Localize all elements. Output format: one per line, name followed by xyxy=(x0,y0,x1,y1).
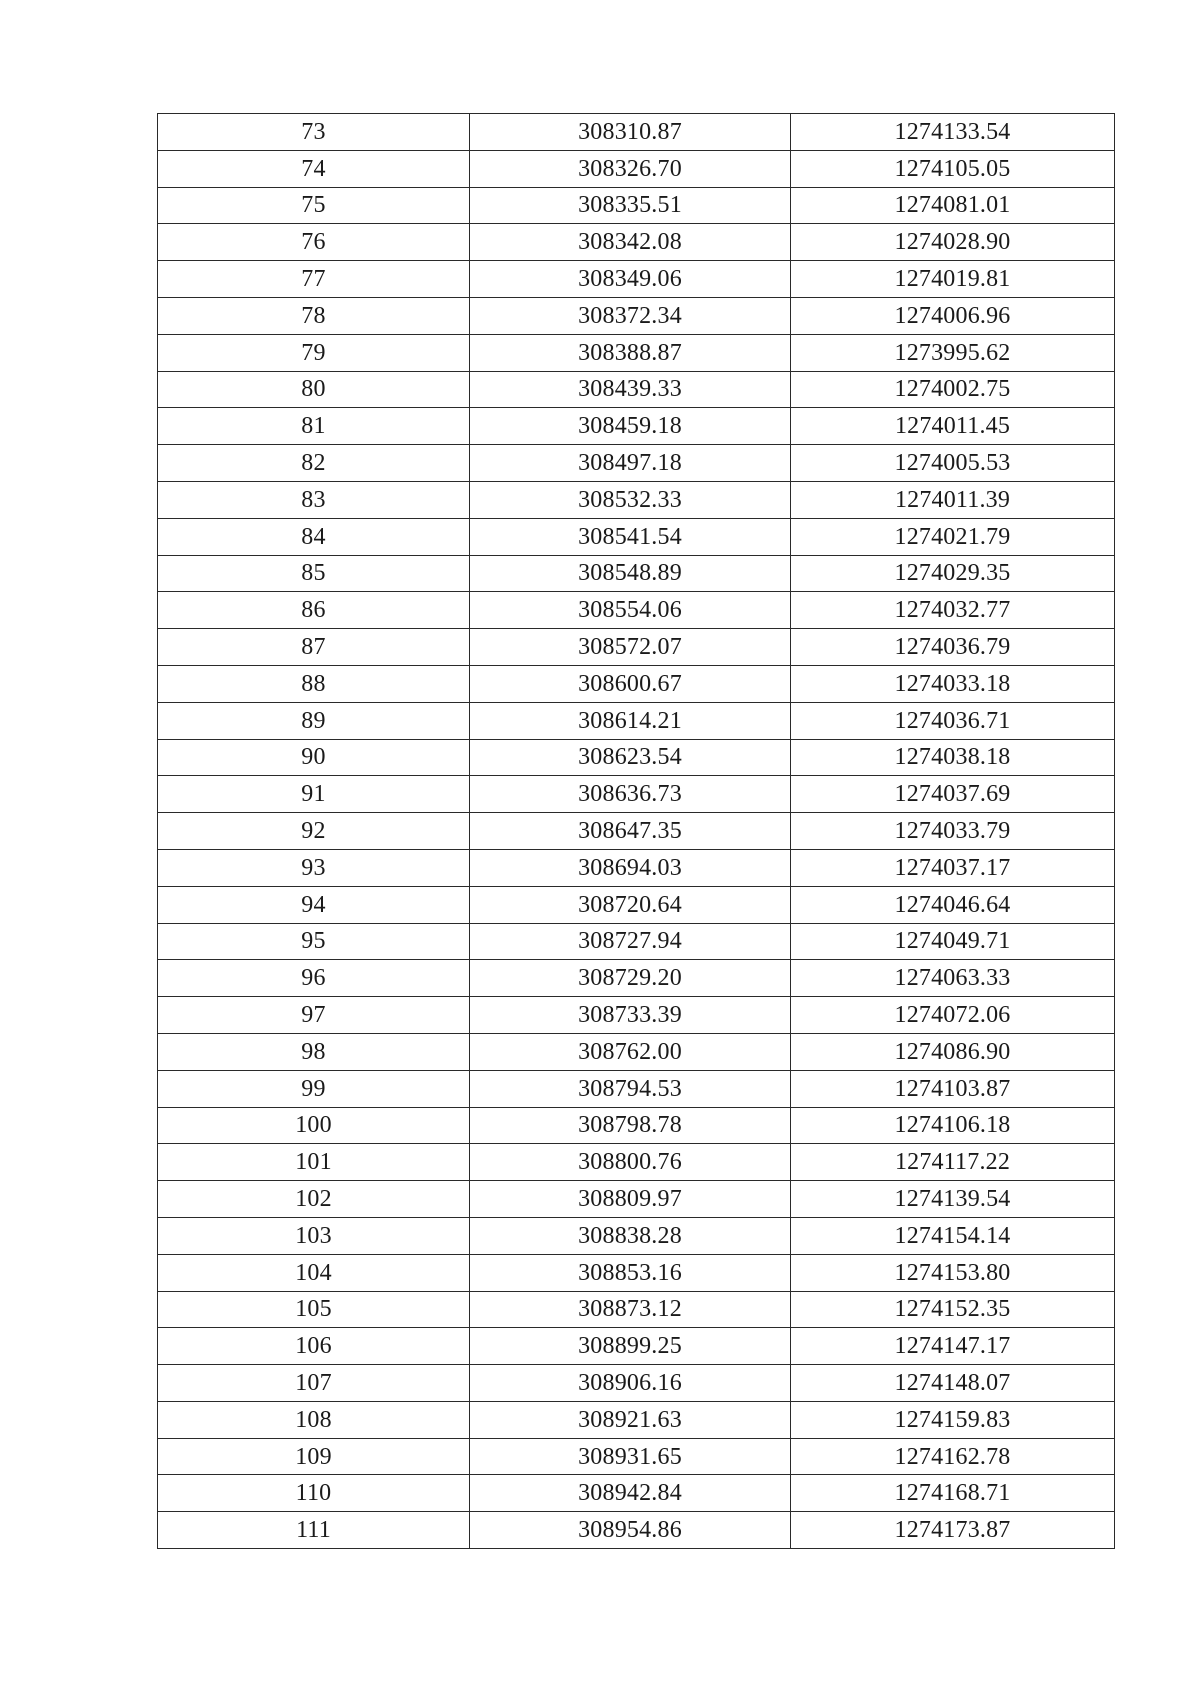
x-coordinate-cell: 308388.87 xyxy=(470,334,791,371)
point-number-cell: 95 xyxy=(158,923,470,960)
table-row xyxy=(158,261,1115,298)
y-coordinate-cell: 1274103.87 xyxy=(791,1070,1115,1107)
point-number-cell: 77 xyxy=(158,261,470,298)
x-coordinate-cell: 308554.06 xyxy=(470,592,791,629)
y-coordinate-cell: 1274046.64 xyxy=(791,886,1115,923)
y-coordinate-cell: 1274021.79 xyxy=(791,518,1115,555)
table-row xyxy=(158,960,1115,997)
y-coordinate-cell: 1274037.69 xyxy=(791,776,1115,813)
table-row xyxy=(158,1328,1115,1365)
y-coordinate-cell: 1274006.96 xyxy=(791,297,1115,334)
x-coordinate-cell: 308838.28 xyxy=(470,1217,791,1254)
x-coordinate-cell: 308342.08 xyxy=(470,224,791,261)
coordinate-table xyxy=(157,113,1115,1549)
point-number-cell: 110 xyxy=(158,1475,470,1512)
x-coordinate-cell: 308727.94 xyxy=(470,923,791,960)
x-coordinate-cell: 308614.21 xyxy=(470,702,791,739)
x-coordinate-cell: 308372.34 xyxy=(470,297,791,334)
y-coordinate-cell: 1274147.17 xyxy=(791,1328,1115,1365)
y-coordinate-cell: 1274037.17 xyxy=(791,849,1115,886)
point-number-cell: 103 xyxy=(158,1217,470,1254)
y-coordinate-cell: 1274159.83 xyxy=(791,1401,1115,1438)
table-row xyxy=(158,1512,1115,1549)
x-coordinate-cell: 308733.39 xyxy=(470,997,791,1034)
table-row xyxy=(158,1033,1115,1070)
x-coordinate-cell: 308532.33 xyxy=(470,481,791,518)
x-coordinate-cell: 308541.54 xyxy=(470,518,791,555)
x-coordinate-cell: 308636.73 xyxy=(470,776,791,813)
table-row xyxy=(158,445,1115,482)
x-coordinate-cell: 308600.67 xyxy=(470,665,791,702)
y-coordinate-cell: 1274148.07 xyxy=(791,1365,1115,1402)
y-coordinate-cell: 1274086.90 xyxy=(791,1033,1115,1070)
x-coordinate-cell: 308954.86 xyxy=(470,1512,791,1549)
table-row xyxy=(158,1365,1115,1402)
point-number-cell: 107 xyxy=(158,1365,470,1402)
table-row xyxy=(158,1144,1115,1181)
table-row xyxy=(158,371,1115,408)
point-number-cell: 102 xyxy=(158,1181,470,1218)
point-number-cell: 89 xyxy=(158,702,470,739)
point-number-cell: 108 xyxy=(158,1401,470,1438)
point-number-cell: 97 xyxy=(158,997,470,1034)
x-coordinate-cell: 308800.76 xyxy=(470,1144,791,1181)
table-row xyxy=(158,334,1115,371)
x-coordinate-cell: 308762.00 xyxy=(470,1033,791,1070)
x-coordinate-cell: 308794.53 xyxy=(470,1070,791,1107)
y-coordinate-cell: 1274139.54 xyxy=(791,1181,1115,1218)
y-coordinate-cell: 1274033.18 xyxy=(791,665,1115,702)
y-coordinate-cell: 1274002.75 xyxy=(791,371,1115,408)
x-coordinate-cell: 308720.64 xyxy=(470,886,791,923)
y-coordinate-cell: 1274063.33 xyxy=(791,960,1115,997)
point-number-cell: 84 xyxy=(158,518,470,555)
x-coordinate-cell: 308873.12 xyxy=(470,1291,791,1328)
y-coordinate-cell: 1274029.35 xyxy=(791,555,1115,592)
point-number-cell: 106 xyxy=(158,1328,470,1365)
table-row xyxy=(158,776,1115,813)
point-number-cell: 76 xyxy=(158,224,470,261)
table-row xyxy=(158,629,1115,666)
y-coordinate-cell: 1274036.71 xyxy=(791,702,1115,739)
point-number-cell: 87 xyxy=(158,629,470,666)
table-row xyxy=(158,297,1115,334)
point-number-cell: 83 xyxy=(158,481,470,518)
point-number-cell: 74 xyxy=(158,150,470,187)
y-coordinate-cell: 1274036.79 xyxy=(791,629,1115,666)
table-row xyxy=(158,1070,1115,1107)
y-coordinate-cell: 1274028.90 xyxy=(791,224,1115,261)
y-coordinate-cell: 1274005.53 xyxy=(791,445,1115,482)
table-row xyxy=(158,813,1115,850)
table-row xyxy=(158,224,1115,261)
x-coordinate-cell: 308647.35 xyxy=(470,813,791,850)
table-row xyxy=(158,187,1115,224)
x-coordinate-cell: 308497.18 xyxy=(470,445,791,482)
y-coordinate-cell: 1274117.22 xyxy=(791,1144,1115,1181)
x-coordinate-cell: 308942.84 xyxy=(470,1475,791,1512)
x-coordinate-cell: 308853.16 xyxy=(470,1254,791,1291)
x-coordinate-cell: 308459.18 xyxy=(470,408,791,445)
point-number-cell: 100 xyxy=(158,1107,470,1144)
point-number-cell: 98 xyxy=(158,1033,470,1070)
table-row xyxy=(158,114,1115,151)
point-number-cell: 73 xyxy=(158,114,470,151)
table-row xyxy=(158,702,1115,739)
point-number-cell: 82 xyxy=(158,445,470,482)
x-coordinate-cell: 308931.65 xyxy=(470,1438,791,1475)
table-row xyxy=(158,997,1115,1034)
point-number-cell: 85 xyxy=(158,555,470,592)
x-coordinate-cell: 308798.78 xyxy=(470,1107,791,1144)
x-coordinate-cell: 308572.07 xyxy=(470,629,791,666)
table-row xyxy=(158,849,1115,886)
table-row xyxy=(158,1217,1115,1254)
point-number-cell: 94 xyxy=(158,886,470,923)
x-coordinate-cell: 308906.16 xyxy=(470,1365,791,1402)
x-coordinate-cell: 308335.51 xyxy=(470,187,791,224)
y-coordinate-cell: 1274173.87 xyxy=(791,1512,1115,1549)
point-number-cell: 111 xyxy=(158,1512,470,1549)
table-row xyxy=(158,518,1115,555)
point-number-cell: 93 xyxy=(158,849,470,886)
x-coordinate-cell: 308921.63 xyxy=(470,1401,791,1438)
point-number-cell: 91 xyxy=(158,776,470,813)
y-coordinate-cell: 1274105.05 xyxy=(791,150,1115,187)
point-number-cell: 92 xyxy=(158,813,470,850)
x-coordinate-cell: 308326.70 xyxy=(470,150,791,187)
point-number-cell: 78 xyxy=(158,297,470,334)
table-row xyxy=(158,665,1115,702)
y-coordinate-cell: 1274133.54 xyxy=(791,114,1115,151)
table-row xyxy=(158,739,1115,776)
table-row xyxy=(158,1254,1115,1291)
table-row xyxy=(158,592,1115,629)
y-coordinate-cell: 1274168.71 xyxy=(791,1475,1115,1512)
y-coordinate-cell: 1274011.39 xyxy=(791,481,1115,518)
y-coordinate-cell: 1274072.06 xyxy=(791,997,1115,1034)
point-number-cell: 80 xyxy=(158,371,470,408)
y-coordinate-cell: 1274081.01 xyxy=(791,187,1115,224)
point-number-cell: 104 xyxy=(158,1254,470,1291)
y-coordinate-cell: 1274032.77 xyxy=(791,592,1115,629)
x-coordinate-cell: 308694.03 xyxy=(470,849,791,886)
point-number-cell: 81 xyxy=(158,408,470,445)
x-coordinate-cell: 308623.54 xyxy=(470,739,791,776)
table-row xyxy=(158,886,1115,923)
point-number-cell: 79 xyxy=(158,334,470,371)
point-number-cell: 109 xyxy=(158,1438,470,1475)
point-number-cell: 96 xyxy=(158,960,470,997)
y-coordinate-cell: 1274162.78 xyxy=(791,1438,1115,1475)
point-number-cell: 99 xyxy=(158,1070,470,1107)
point-number-cell: 86 xyxy=(158,592,470,629)
point-number-cell: 75 xyxy=(158,187,470,224)
table-row xyxy=(158,481,1115,518)
table-row xyxy=(158,1107,1115,1144)
x-coordinate-cell: 308310.87 xyxy=(470,114,791,151)
y-coordinate-cell: 1274049.71 xyxy=(791,923,1115,960)
point-number-cell: 105 xyxy=(158,1291,470,1328)
y-coordinate-cell: 1274019.81 xyxy=(791,261,1115,298)
point-number-cell: 90 xyxy=(158,739,470,776)
y-coordinate-cell: 1273995.62 xyxy=(791,334,1115,371)
table-row xyxy=(158,1291,1115,1328)
table-row xyxy=(158,1401,1115,1438)
y-coordinate-cell: 1274153.80 xyxy=(791,1254,1115,1291)
table-row xyxy=(158,408,1115,445)
y-coordinate-cell: 1274011.45 xyxy=(791,408,1115,445)
y-coordinate-cell: 1274106.18 xyxy=(791,1107,1115,1144)
point-number-cell: 88 xyxy=(158,665,470,702)
table-row xyxy=(158,923,1115,960)
coordinate-table-body xyxy=(158,114,1115,1549)
table-row xyxy=(158,1181,1115,1218)
table-row xyxy=(158,1475,1115,1512)
y-coordinate-cell: 1274152.35 xyxy=(791,1291,1115,1328)
x-coordinate-cell: 308349.06 xyxy=(470,261,791,298)
y-coordinate-cell: 1274033.79 xyxy=(791,813,1115,850)
table-row xyxy=(158,150,1115,187)
point-number-cell: 101 xyxy=(158,1144,470,1181)
x-coordinate-cell: 308439.33 xyxy=(470,371,791,408)
x-coordinate-cell: 308899.25 xyxy=(470,1328,791,1365)
table-row xyxy=(158,555,1115,592)
y-coordinate-cell: 1274154.14 xyxy=(791,1217,1115,1254)
table-row xyxy=(158,1438,1115,1475)
x-coordinate-cell: 308729.20 xyxy=(470,960,791,997)
y-coordinate-cell: 1274038.18 xyxy=(791,739,1115,776)
x-coordinate-cell: 308548.89 xyxy=(470,555,791,592)
x-coordinate-cell: 308809.97 xyxy=(470,1181,791,1218)
